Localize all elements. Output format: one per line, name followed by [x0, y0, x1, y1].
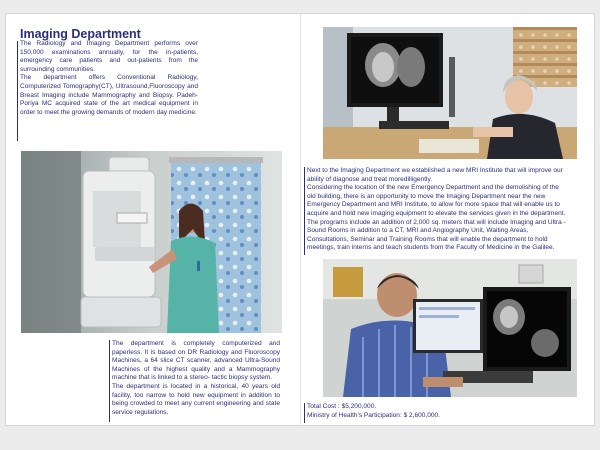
cost-accent-rule	[304, 403, 305, 423]
caption-accent-rule	[109, 340, 110, 422]
intro-accent-rule	[17, 41, 18, 141]
department-caption	[112, 340, 280, 417]
intro-paragraph: The Radiology and Imaging Department performs over 150,000 examinations annually, for the in-patients, emergency care patients and out-patients from the surrounding communities.	[20, 40, 198, 73]
cost-summary	[307, 403, 507, 420]
mammography-room-photo	[21, 151, 282, 333]
mri-institute-text	[307, 167, 569, 253]
intro-text	[20, 40, 198, 117]
caption-paragraph: The department is located in a historical, 40 years old facility, too narrow to hold new equipment in addition to being crowded to meet any current engineering and state service regulations.	[112, 382, 280, 416]
right-paragraph: Next to the Imaging Department we established a new MRI Institute that will improve our ability of diagnose and treat moredilligently.	[307, 167, 563, 183]
ministry-participation: Ministry of Health's Participation: $ 2,600,000.	[307, 411, 440, 419]
right-paragraph: Considering the location of the new Emergency Department and the demolishing of the old building, there is an opportunity to move the Imaging Department near the new Emergency Department and MRI Institute, to allow for more space that will enable us to acquire and hold new imaging equipment to elevate the services given in the department. The programs include an addition of 2,000 sq. meters that will include Imaging and Ultra -Sound Rooms in addition to a CT, MRI and Angiography Unit, Waiting Areas, Consultations, Seminar and Training Rooms that will enable the department to hold meetings, train interns and teach students from the Faculty of Medicine in the Galilee.	[307, 184, 566, 252]
total-cost: Total Cost : $5,200,000.	[307, 403, 377, 410]
brochure-spread	[6, 14, 594, 425]
page-title: Imaging Department	[20, 27, 141, 41]
ct-workstation-photo	[323, 259, 577, 397]
intro-paragraph: The department offers Conventional Radiology, Computerized Tomography(CT), Ultrasound,Fluoroscopy and Breast Imaging include Mammography and Biopsy. Padeh-Poriya MC acquired state of the art medical equipment in order to meet the growing demands of modern day medicine.	[20, 74, 198, 116]
radiologist-workstation-photo	[323, 27, 577, 159]
right-page	[300, 14, 595, 425]
left-page	[6, 14, 300, 425]
mammography-room-illustration	[21, 151, 282, 333]
workstation-illustration	[323, 27, 577, 159]
right-text-accent-rule	[304, 167, 305, 255]
caption-paragraph: The department is completely computerized and paperless. It is based on DR Radiology and Fluoroscopy Machines, a 64 slice CT scanner, advanced Ultra-Sound Machines of the highest quality and a Mammography machine that is linked to a stereo- tactic biopsy system.	[112, 340, 280, 382]
ct-workstation-illustration	[323, 259, 577, 397]
